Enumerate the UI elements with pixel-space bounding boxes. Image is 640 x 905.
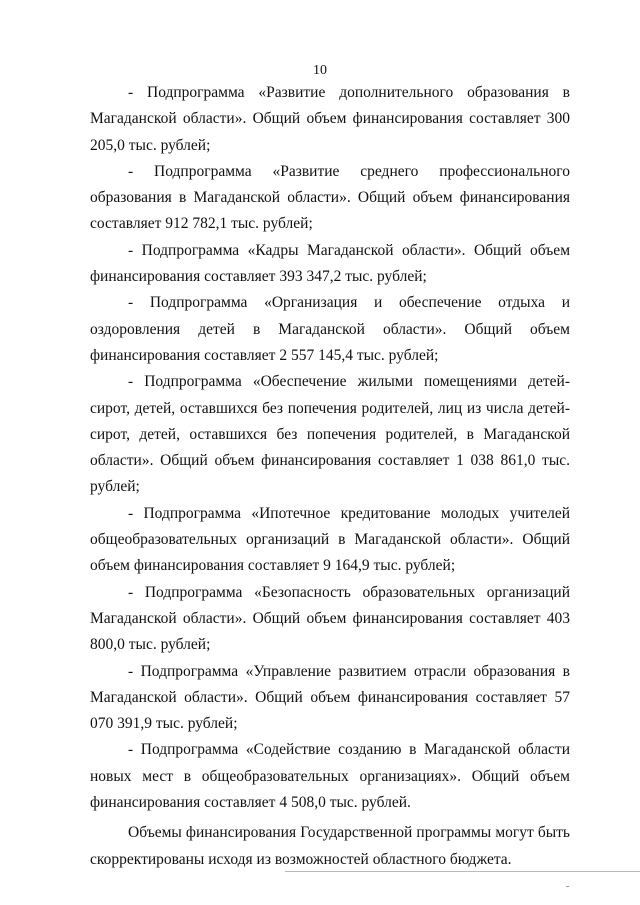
paragraph-subprogram-teachers-mortgage: - Подпрограмма «Ипотечное кредитование молодых учителей общеобразовательных организаций в Магаданской области». Общий объем финансирования составляет 9 164,9 тыс. рублей;	[90, 504, 570, 575]
paragraph-subprogram-children-recreation: - Подпрограмма «Организация и обеспечение отдыха и оздоровления детей в Магаданской области». Общий объем финансирования составляет 2 557 145,4 тыс. рублей;	[90, 294, 570, 364]
paragraph-closing-note: Объемы финансирования Государственной программы могут быть скорректированы исходя из возможностей областного бюджета.	[90, 824, 570, 868]
paragraph-subprogram-additional-education: - Подпрограмма «Развитие дополнительного образования в Магаданской области». Общий объем финансирования составляет 300 205,0 тыс. рублей;	[90, 84, 570, 154]
paragraph-subprogram-orphans-housing: - Подпрограмма «Обеспечение жилыми помещениями детей-сирот, детей, оставшихся без попечения родителей, лиц из числа детей-сирот, детей, оставшихся без попечения родителей, в Магаданской области». Общий объем финансирования составляет 1 038 861,0 тыс. рублей;	[90, 373, 570, 496]
document-body	[90, 80, 570, 873]
paragraph-subprogram-new-school-places: - Подпрограмма «Содействие созданию в Магаданской области новых мест в общеобразовательных организациях». Общий объем финансирования составляет 4 508,0 тыс. рублей.	[90, 741, 570, 812]
paragraph-subprogram-vocational-education: - Подпрограмма «Развитие среднего профессионального образования в Магаданской области». Общий объем финансирования составляет 912 782,1 тыс. рублей;	[90, 162, 570, 233]
page-number: 10	[313, 63, 327, 78]
scan-mark	[566, 886, 569, 887]
paragraph-subprogram-school-safety: - Подпрограмма «Безопасность образовательных организаций Магаданской области». Общий объем финансирования составляет 403 800,0 тыс. рублей;	[90, 583, 570, 654]
bottom-divider	[285, 871, 640, 872]
paragraph-subprogram-education-management: - Подпрограмма «Управление развитием отрасли образования в Магаданской области». Общий объем финансирования составляет 57 070 391,9 тыс. рублей;	[90, 662, 570, 733]
paragraph-subprogram-personnel: - Подпрограмма «Кадры Магаданской области». Общий объем финансирования составляет 393 347,2 тыс. рублей;	[90, 241, 570, 286]
